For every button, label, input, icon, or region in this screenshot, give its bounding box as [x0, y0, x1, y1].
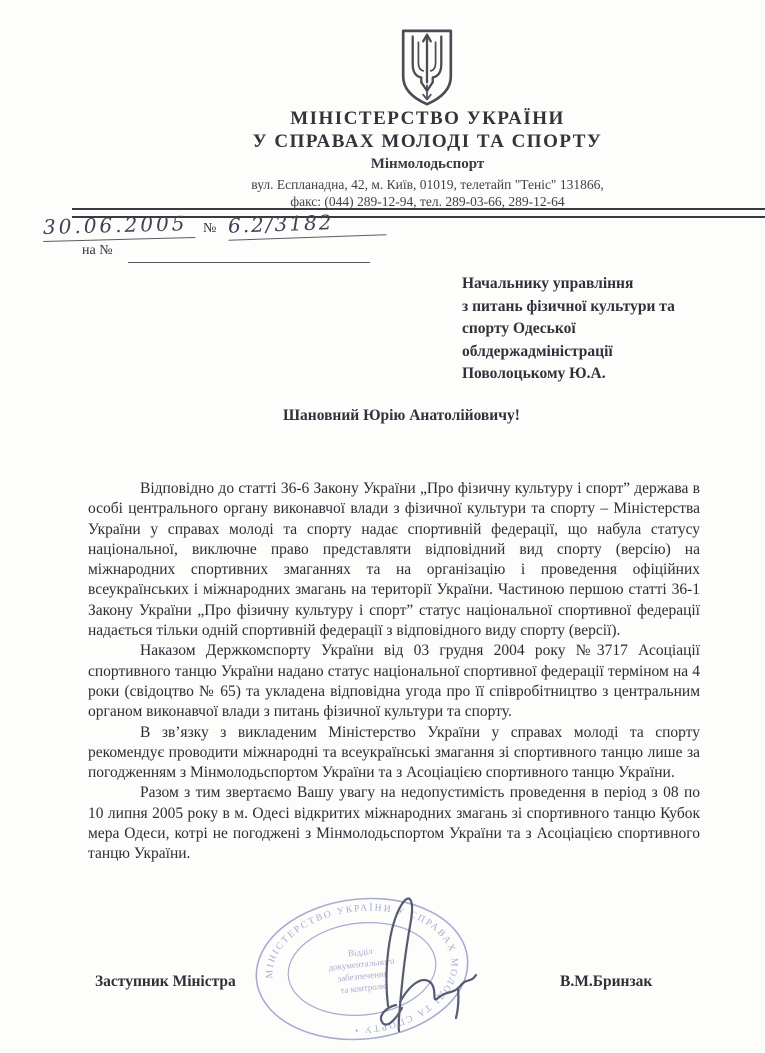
- address-line-1: вул. Еспланадна, 42, м. Київ, 01019, телетайп "Теніс" 131866,: [251, 177, 604, 192]
- addressee-block: [462, 273, 712, 386]
- ministry-name-line2: У СПРАВАХ МОЛОДІ ТА СПОРТУ: [252, 131, 603, 152]
- ministry-short-name: Мінмолодьспорт: [370, 156, 485, 172]
- addressee-line: облдержадміністрації: [462, 342, 613, 360]
- stamp-ring-text: МІНІСТЕРСТВО УКРАЇНИ У СПРАВАХ МОЛОДІ ТА СПОРТУ •: [265, 903, 459, 1035]
- letter-body: [88, 479, 700, 865]
- letterhead-address: [95, 176, 760, 210]
- reply-to-number-blank-line: [128, 262, 370, 263]
- body-paragraph-1: Відповідно до статті 36-6 Закону України „Про фізичну культуру і спорт” держава в особі центрального органу виконавчої влади з фізичної культури та спорту – Міністерства України у справах молоді та спорту надає спортивній федерації, що набула статусу національної, виключне право представляти відповідний вид спорту (версію) на міжнародних спортивних змаганнях та на організацію і проведення офіційних всеукраїнських і міжнародних змагань на території України. Частиною першою статті 36-1 Закону України „Про фізичну культуру і спорт” статус національної спортивної федерації надається тільки одній спортивній федерації з відповідного виду спорту (версії).: [88, 480, 700, 640]
- body-paragraph-4: Разом з тим звертаємо Вашу увагу на недопустимість проведення в період з 08 по 10 липня 2005 року в м. Одесі відкритих міжнародних змагань зі спортивного танцю Кубок мера Одеси, котрі не погоджені з Мінмолодьспортом України та з Асоціацією спортивного танцю України.: [88, 784, 700, 863]
- outgoing-date-handwritten: 30.06.2005: [43, 211, 196, 242]
- stamp-center-line3: забезпечення: [337, 968, 389, 984]
- addressee-line: Поволоцькому Ю.А.: [462, 365, 606, 382]
- letterhead: [95, 108, 760, 173]
- addressee-line: Начальнику управління: [462, 275, 634, 292]
- addressee-line: спорту Одеської: [462, 320, 576, 337]
- signer-position-title: Заступник Міністра: [95, 973, 236, 990]
- ukraine-trident-emblem: [396, 28, 458, 108]
- salutation: Шановний Юрію Анатолійовичу!: [283, 407, 520, 424]
- body-paragraph-3: В зв’язку з викладеним Міністерство України у справах молоді та спорту рекомендує проводити міжнародні та всеукраїнські змагання зі спортивного танцю лише за погодженням з Мінмолодьспортом України та з Асоціацією спортивного танцю України.: [88, 723, 700, 782]
- stamp-center-line1: Відділ: [347, 945, 374, 959]
- outgoing-number-handwritten: 6.2/3182: [228, 208, 387, 240]
- number-sign: №: [203, 221, 217, 236]
- body-paragraph-2: Наказом Держкомспорту України від 03 грудня 2004 року №3717 Асоціації спортивного танцю України надано статус національної спортивної федерації терміном на 4 роки (свідоцтво № 65) та укладена відповідна угода про її співробітництво з центральним органом виконавчої влади з питань фізичної культури та спорту.: [88, 642, 700, 721]
- handwritten-signature: [358, 888, 488, 1038]
- stamp-center-line4: та контролю: [339, 980, 389, 996]
- address-line-2: факс: (044) 289-12-94, тел. 289-03-66, 289-12-64: [290, 194, 565, 209]
- addressee-line: з питань фізичної культури та: [462, 297, 675, 315]
- stamp-center-line2: документального: [328, 955, 395, 973]
- ministry-name-line1: МІНІСТЕРСТВО УКРАЇНИ: [290, 108, 565, 129]
- reply-to-number-label: на №: [82, 243, 113, 258]
- signer-name: В.М.Бринзак: [560, 973, 653, 990]
